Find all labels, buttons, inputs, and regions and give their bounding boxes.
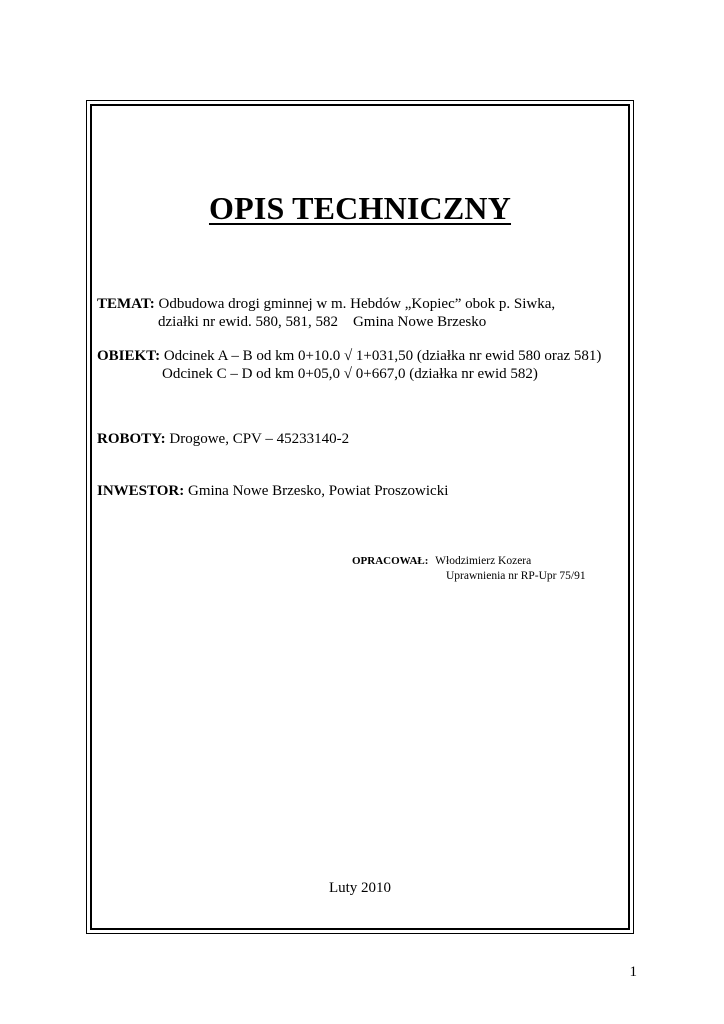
obiekt-line-2 bbox=[162, 365, 538, 383]
roboty-line bbox=[97, 430, 349, 448]
opracowal-label: OPRACOWAŁ: bbox=[352, 555, 429, 567]
inwestor-value: Gmina Nowe Brzesko, Powiat Proszowicki bbox=[188, 483, 449, 499]
page-number: 1 bbox=[629, 964, 637, 980]
temat-label: TEMAT: bbox=[97, 296, 155, 312]
temat-value-1: Odbudowa drogi gminnej w m. Hebdów „Kopiec” obok p. Siwka, bbox=[158, 296, 556, 312]
obiekt-value-2: Odcinek C – D od km 0+05,0 √ 0+667,0 (działka nr ewid 582) bbox=[162, 366, 538, 382]
inwestor-label: INWESTOR: bbox=[97, 483, 185, 499]
inwestor-line bbox=[97, 482, 448, 500]
roboty-value: Drogowe, CPV – 45233140-2 bbox=[169, 431, 350, 447]
document-title: OPIS TECHNICZNY bbox=[208, 190, 512, 226]
opracowal-license: Uprawnienia nr RP-Upr 75/91 bbox=[446, 570, 586, 582]
page-frame-inner bbox=[90, 104, 630, 930]
opracowal-name: Włodzimierz Kozera bbox=[435, 555, 532, 567]
temat-line-1 bbox=[97, 295, 555, 313]
obiekt-value-1: Odcinek A – B od km 0+10.0 √ 1+031,50 (działka nr ewid 580 oraz 581) bbox=[163, 348, 602, 364]
temat-line-2 bbox=[158, 313, 486, 331]
document-date: Luty 2010 bbox=[328, 880, 392, 896]
temat-value-2: działki nr ewid. 580, 581, 582 Gmina Nowe Brzesko bbox=[158, 314, 487, 330]
roboty-label: ROBOTY: bbox=[97, 431, 166, 447]
obiekt-line-1 bbox=[97, 347, 601, 365]
obiekt-label: OBIEKT: bbox=[97, 348, 161, 364]
